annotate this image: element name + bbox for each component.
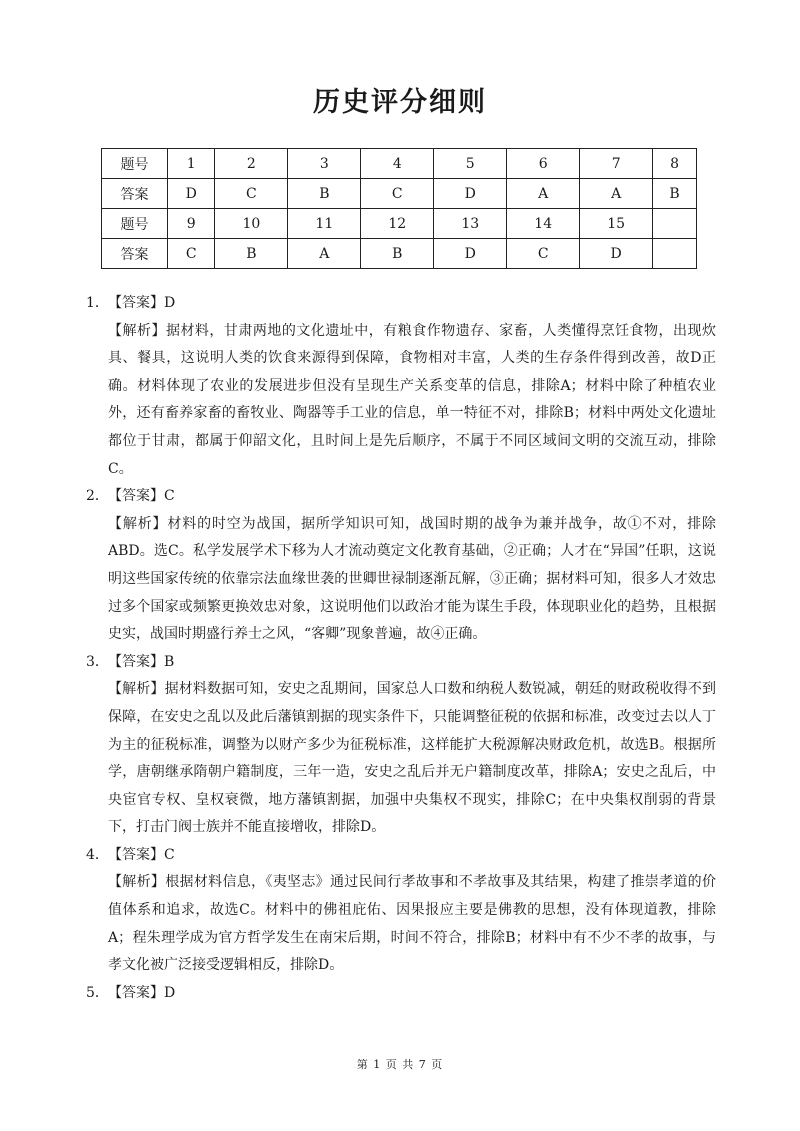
table-cell: D — [434, 239, 507, 269]
question-number: 3． — [86, 653, 109, 670]
question-answer: 【答案】D — [108, 984, 176, 1001]
question-item — [86, 649, 716, 842]
table-row — [102, 179, 697, 209]
table-cell: D — [580, 239, 653, 269]
table-cell: C — [215, 179, 288, 209]
question-item — [86, 842, 716, 980]
table-cell: 11 — [288, 209, 361, 239]
question-number: 2． — [86, 488, 109, 505]
table-cell: A — [288, 239, 361, 269]
question-header — [86, 649, 716, 677]
table-cell: 13 — [434, 209, 507, 239]
table-cell: 2 — [215, 149, 288, 179]
table-cell: 15 — [580, 209, 653, 239]
question-item — [86, 290, 716, 483]
table-cell: 4 — [361, 149, 434, 179]
row-label: 答案 — [102, 239, 168, 269]
table-cell: 10 — [215, 209, 288, 239]
question-header — [86, 483, 716, 511]
question-header — [86, 842, 716, 870]
page-footer: 第 1 页 共 7 页 — [356, 1058, 444, 1071]
table-row — [102, 149, 697, 179]
question-answer: 【答案】C — [108, 488, 175, 505]
page-title: 历史评分细则 — [313, 87, 487, 118]
question-answer: 【答案】D — [108, 295, 176, 311]
table-cell: C — [507, 239, 580, 269]
question-analysis: 【解析】材料的时空为战国，据所学知识可知，战国时期的战争为兼并战争，故①不对，排除ABD。选C。私学发展学术下移为人才流动奠定文化教育基础，②正确；人才在“异国”任职，这说明这些国家传统的依靠宗法血缘世袭的世卿世禄制逐渐瓦解，③正确；据材料可知，很多人才效忠过多个国家或频繁更换效忠对象，这说明他们以政治才能为谋生手段，体现职业化的趋势，且根据史实，战国时期盛行养士之风，“客卿”现象普遍，故④正确。 — [108, 515, 716, 643]
table-cell: B — [361, 239, 434, 269]
question-analysis: 【解析】根据材料信息，《夷坚志》通过民间行孝故事和不孝故事及其结果，构建了推崇孝道的价值体系和追求，故选C。材料中的佛祖庇佑、因果报应主要是佛教的思想，没有体现道教，排除A；程朱理学成为官方哲学发生在南宋后期，时间不符合，排除B；材料中有不少不孝的故事，与孝文化被广泛接受逻辑相反，排除D。 — [108, 874, 716, 974]
row-label: 答案 — [102, 179, 168, 209]
question-number: 1． — [86, 295, 109, 311]
table-cell: A — [580, 179, 653, 209]
row-label: 题号 — [102, 209, 168, 239]
answer-table — [101, 148, 697, 269]
table-cell: D — [434, 179, 507, 209]
table-cell: A — [507, 179, 580, 209]
table-cell: 7 — [580, 149, 653, 179]
table-cell: C — [361, 179, 434, 209]
question-header — [86, 980, 716, 1008]
table-cell: 9 — [168, 209, 215, 239]
table-cell: B — [288, 179, 361, 209]
table-cell: 5 — [434, 149, 507, 179]
table-cell: C — [168, 239, 215, 269]
question-number: 4． — [86, 846, 109, 863]
question-answer: 【答案】C — [108, 846, 175, 863]
table-row — [102, 239, 697, 269]
table-row — [102, 209, 697, 239]
table-cell: 1 — [168, 149, 215, 179]
question-item — [86, 980, 716, 1008]
table-cell: 3 — [288, 149, 361, 179]
table-cell: B — [215, 239, 288, 269]
questions-section — [86, 290, 716, 1007]
question-header — [86, 290, 716, 318]
table-cell: B — [653, 179, 697, 209]
question-analysis: 【解析】据材料数据可知，安史之乱期间，国家总人口数和纳税人数锐减，朝廷的财政税收得不到保障，在安史之乱以及此后藩镇割据的现实条件下，只能调整征税的依据和标准，改变过去以人丁为主的征税标准，调整为以财产多少为征税标准，这样能扩大税源解决财政危机，故选B。根据所学，唐朝继承隋朝户籍制度，三年一造，安史之乱后并无户籍制度改革，排除A；安史之乱后，中央宦官专权、皇权衰微，地方藩镇割据，加强中央集权不现实，排除C；在中央集权削弱的背景下，打击门阀士族并不能直接增收，排除D。 — [108, 681, 716, 836]
question-analysis: 【解析】据材料，甘肃两地的文化遗址中，有粮食作物遗存、家畜，人类懂得烹饪食物，出现炊具、餐具，这说明人类的饮食来源得到保障，食物相对丰富，人类的生存条件得到改善，故D正确。材料体现了农业的发展进步但没有呈现生产关系变革的信息，排除A；材料中除了种植农业外，还有畜养家畜的畜牧业、陶器等手工业的信息，单一特征不对，排除B；材料中两处文化遗址都位于甘肃，都属于仰韶文化，且时间上是先后顺序，不属于不同区域间文明的交流互动，排除C。 — [108, 322, 716, 477]
answer-table-body — [102, 149, 697, 269]
table-cell — [653, 239, 697, 269]
table-cell — [653, 209, 697, 239]
question-item — [86, 483, 716, 649]
table-cell: D — [168, 179, 215, 209]
table-cell: 6 — [507, 149, 580, 179]
question-number: 5． — [86, 984, 109, 1001]
row-label: 题号 — [102, 149, 168, 179]
table-cell: 12 — [361, 209, 434, 239]
table-cell: 8 — [653, 149, 697, 179]
question-answer: 【答案】B — [108, 653, 175, 670]
table-cell: 14 — [507, 209, 580, 239]
